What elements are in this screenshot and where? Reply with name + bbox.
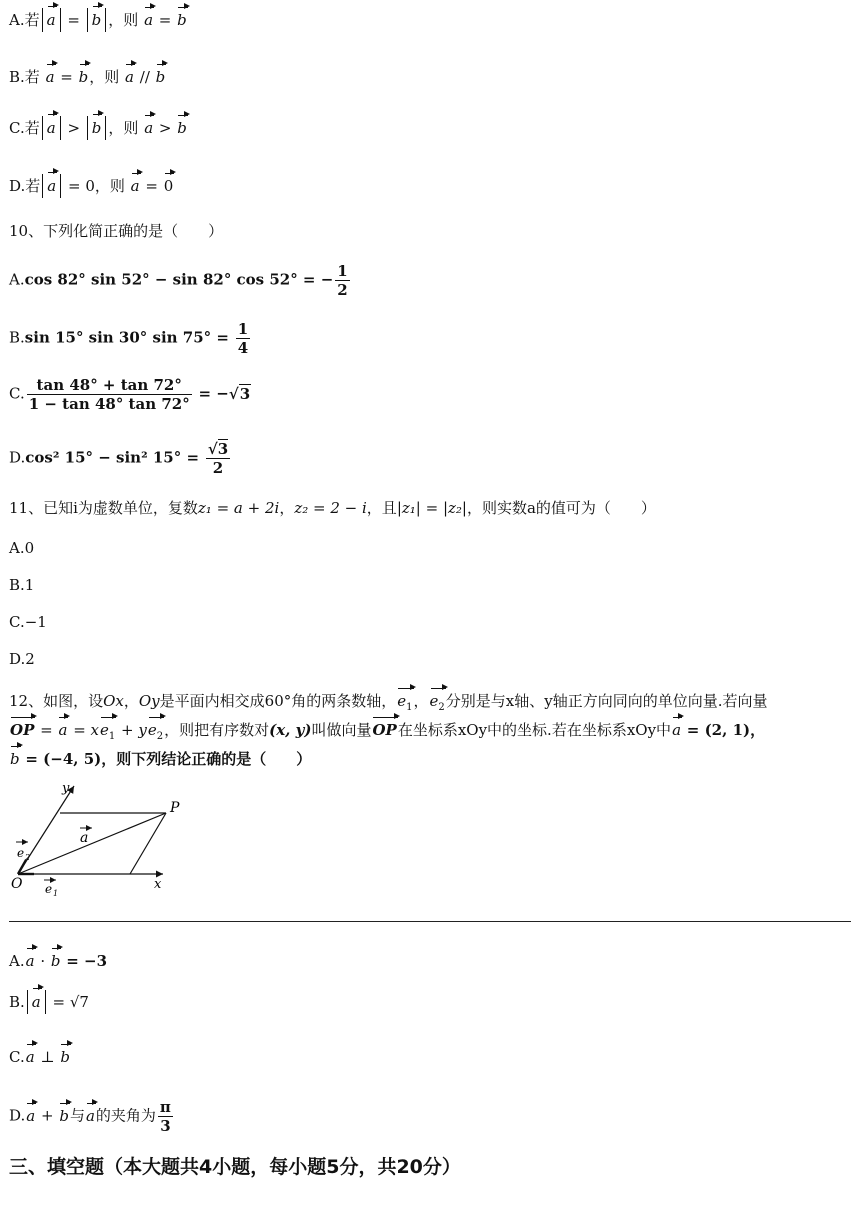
label-x: x	[154, 877, 162, 892]
q12-stem-line3: b = (−4, 5)，则下列结论正确的是（ ）	[10, 750, 312, 768]
label-e2: e	[17, 846, 25, 860]
label-a: a	[80, 830, 89, 846]
q10-option-a: A.cos 82° sin 52° − sin 82° cos 52° = − $\frac{1}{2}$	[9, 262, 348, 299]
q12-option-b: B. a = √7	[9, 990, 89, 1014]
q11-option-b: B.1	[9, 576, 35, 594]
svg-text:2: 2	[25, 853, 31, 862]
q9-option-b: B.若 a = b，则 a // b	[9, 68, 166, 86]
q11-option-d: D.2	[9, 650, 35, 668]
q10-stem: 10、下列化简正确的是（ ）	[9, 222, 224, 240]
q10-option-c: C. $\frac{\tan 48^\circ + \tan 72^\circ}{1 - \tan 48^\circ \tan 72^\circ}$ = −√3	[9, 376, 251, 413]
q11-stem: 11、已知i为虚数单位，复数z₁ = a + 2i，z₂ = 2 − i，且|z₁| = |z₂|，则实数a的值可为（ ）	[9, 499, 656, 517]
q12-figure	[8, 780, 188, 900]
label-P: P	[170, 800, 180, 816]
svg-text:1: 1	[53, 889, 59, 898]
divider-line	[9, 921, 851, 922]
label-O: O	[11, 876, 23, 892]
q12-option-c: C.a ⊥ b	[9, 1048, 70, 1066]
q11-option-c: C.−1	[9, 613, 47, 631]
q10-option-d: D.cos² 15° − sin² 15° = $\frac{√3}{2}$	[9, 440, 229, 477]
q12-option-a: A.a · b = −3	[9, 952, 108, 970]
q9-option-a: A.若 a = b ，则 a = b	[9, 8, 188, 32]
q12-stem-line2: OP = $a = xe_1 + ye_2$，则把有序数对(x, y)叫做向量OP在坐标系xOy中的坐标.若在坐标系xOy中a = (2, 1)，	[9, 719, 765, 748]
q10-option-b: B.sin 15° sin 30° sin 75° = $\frac{1}{4}$	[9, 320, 249, 357]
q9-option-d: D.若 a = 0，则 a = 0	[9, 174, 174, 198]
q12-stem-line1: 12、如图，设Ox，Oy是平面内相交成60°角的两条数轴，$e_1$，$e_2$分别是与x轴、y轴正方向同向的单位向量.若向量	[9, 690, 768, 719]
q11-option-a: A.0	[9, 539, 35, 557]
label-e1: e	[45, 882, 53, 896]
q9-option-c: C.若 a > b ，则 a > b	[9, 116, 188, 140]
label-y: y	[62, 781, 70, 796]
q12-option-d: D.a + b与a的夹角为 $\frac{\pi}{3}$	[9, 1098, 171, 1135]
vector-a-line	[18, 813, 166, 874]
section-heading: 三、填空题（本大题共4小题，每小题5分，共20分）	[9, 1156, 461, 1178]
